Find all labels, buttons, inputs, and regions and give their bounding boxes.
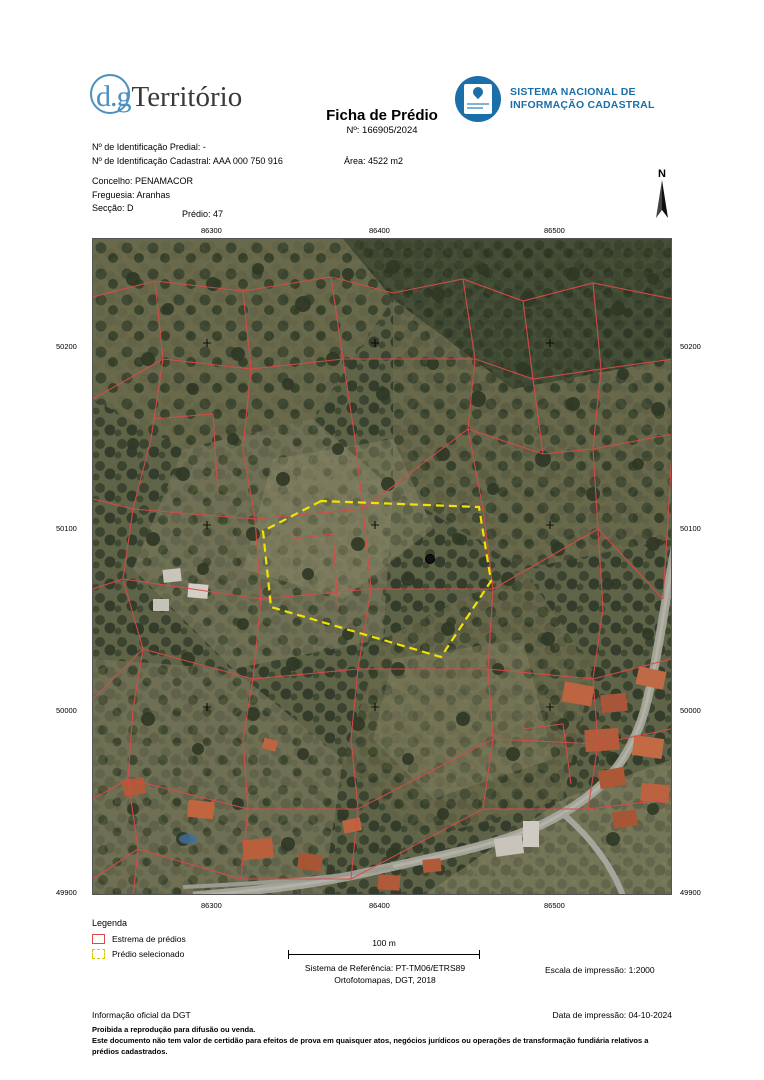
orthophoto-map[interactable] xyxy=(92,238,672,895)
document-number: Nº: 166905/2024 xyxy=(346,125,418,136)
legend-item-selecionado-label: Prédio selecionado xyxy=(112,949,185,959)
predio-value: Prédio: 47 xyxy=(182,209,224,219)
print-date: Data de impressão: 04-10-2024 xyxy=(552,1010,672,1020)
y-tick-left-3: 49900 xyxy=(56,888,77,897)
legend-item-estrema-label: Estrema de prédios xyxy=(112,934,186,944)
x-tick-top-0: 86300 xyxy=(201,226,222,235)
property-metadata xyxy=(92,141,283,216)
x-tick-top-1: 86400 xyxy=(369,226,390,235)
id-cadastral-row: Nº de Identificação Cadastral: AAA 000 750 916 xyxy=(92,155,283,166)
x-tick-bottom-1: 86400 xyxy=(369,901,390,910)
concelho-row: Concelho: PENAMACOR xyxy=(92,176,194,186)
area-value: Área: 4522 m2 xyxy=(344,155,404,166)
scale-bar-graphic xyxy=(288,950,480,959)
snic-line-2: INFORMAÇÃO CADASTRAL xyxy=(510,99,655,111)
reference-system-line-2: Ortofotomapas, DGT, 2018 xyxy=(334,975,436,985)
logo-territorio-text: Território xyxy=(131,81,243,113)
snic-line-1: SISTEMA NACIONAL DE xyxy=(510,86,636,98)
x-tick-bottom-2: 86500 xyxy=(544,901,565,910)
x-tick-top-2: 86500 xyxy=(544,226,565,235)
selected-parcel-swatch-icon xyxy=(92,949,105,959)
page-title: Ficha de Prédio xyxy=(326,107,438,124)
parcel-boundary-swatch-icon xyxy=(92,934,105,944)
legend xyxy=(92,918,186,964)
document-footer xyxy=(92,1009,672,1057)
map-container xyxy=(56,226,701,910)
y-tick-right-3: 49900 xyxy=(680,888,701,897)
official-info: Informação oficial da DGT xyxy=(92,1010,191,1020)
legend-item-selecionado xyxy=(92,949,186,959)
north-arrow-icon xyxy=(652,180,672,220)
reference-system xyxy=(250,962,520,986)
reference-system-line-1: Sistema de Referência: PT-TM06/ETRS89 xyxy=(304,963,466,973)
logo-dg-text: d.g xyxy=(96,80,131,113)
notice-2: Este documento não tem valor de certidão para efeitos de prova em quaisquer atos, negócios jurídicos ou operações de transformação fundiária relativos a prédios cadastrados. xyxy=(92,1036,649,1056)
y-tick-left-0: 50200 xyxy=(56,342,77,351)
freguesia-row: Freguesia: Aranhas xyxy=(92,189,171,200)
north-label: N xyxy=(658,168,666,180)
notice-1: Proibida a reprodução para difusão ou venda. xyxy=(92,1025,256,1034)
y-tick-left-2: 50000 xyxy=(56,706,77,715)
print-scale: Escala de impressão: 1:2000 xyxy=(545,965,655,975)
document-header xyxy=(0,36,764,113)
seccao-row: Secção: D xyxy=(92,203,134,213)
north-arrow xyxy=(645,168,679,222)
scale-bar-label: 100 m xyxy=(372,938,396,948)
scale-bar xyxy=(288,938,480,959)
y-tick-left-1: 50100 xyxy=(56,524,77,533)
legend-item-estrema xyxy=(92,934,186,944)
x-tick-bottom-0: 86300 xyxy=(201,901,222,910)
y-tick-right-0: 50200 xyxy=(680,342,701,351)
y-tick-right-2: 50000 xyxy=(680,706,701,715)
id-predial-row: Nº de Identificação Predial: - xyxy=(92,142,206,152)
legend-title: Legenda xyxy=(92,918,128,928)
y-tick-right-1: 50100 xyxy=(680,524,701,533)
